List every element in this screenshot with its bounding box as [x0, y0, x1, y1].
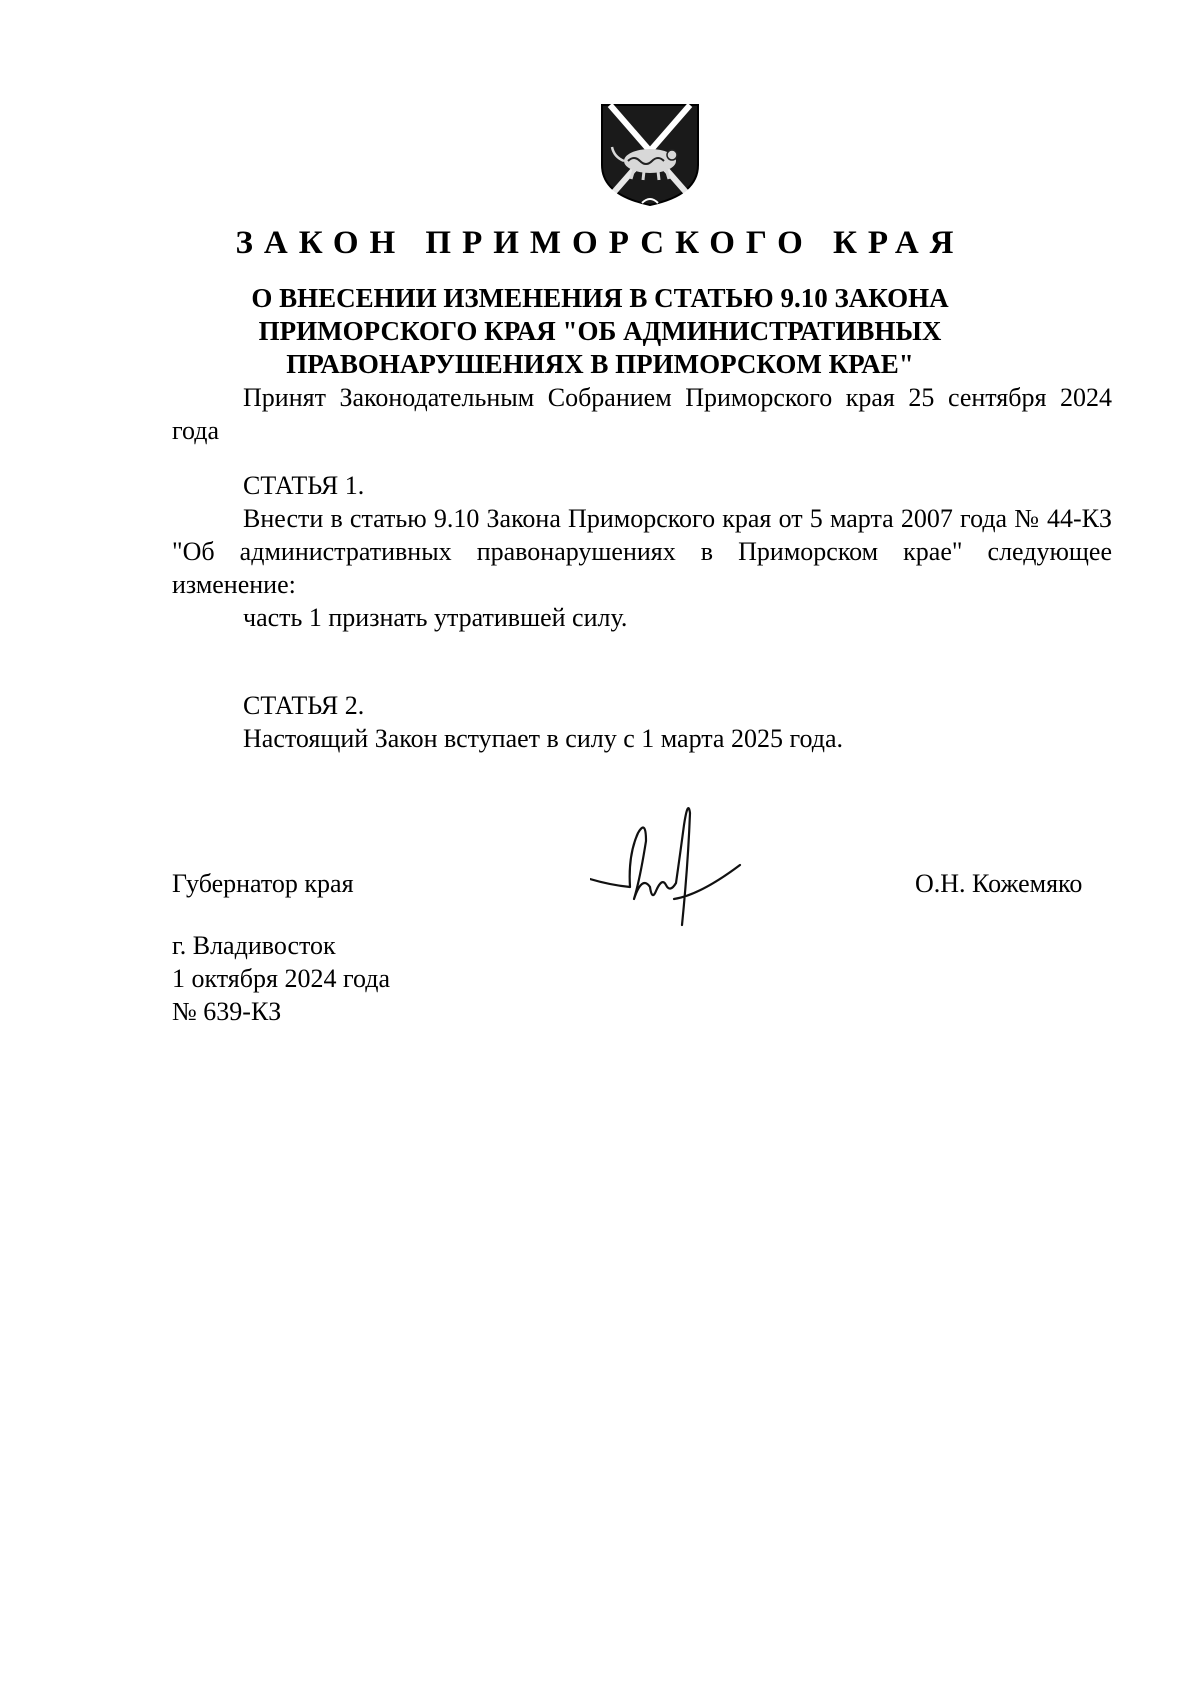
signing-date: 1 октября 2024 года: [172, 964, 390, 993]
signatory-name: О.Н. Кожемяко: [915, 869, 1083, 898]
subtitle-line: О ВНЕСЕНИИ ИЗМЕНЕНИЯ В СТАТЬЮ 9.10 ЗАКОНА: [251, 283, 949, 313]
signing-city: г. Владивосток: [172, 931, 336, 960]
article-1-text: Внести в статью 9.10 Закона Приморского края от 5 марта 2007 года № 44-КЗ "Об административных правонарушениях в Приморском крае" следующее изменение:: [172, 504, 1112, 599]
law-number: № 639-КЗ: [172, 997, 282, 1026]
law-subtitle: [0, 282, 1200, 381]
signatory-position: Губернатор края: [172, 869, 354, 898]
subtitle-line: ПРАВОНАРУШЕНИЯХ В ПРИМОРСКОМ КРАЕ": [286, 349, 914, 379]
signature-icon: [590, 795, 750, 930]
article-1-heading: СТАТЬЯ 1.: [243, 471, 365, 500]
article-2-text: Настоящий Закон вступает в силу с 1 марта 2025 года.: [243, 724, 843, 753]
law-title: ЗАКОН ПРИМОРСКОГО КРАЯ: [235, 225, 965, 261]
subtitle-line: ПРИМОРСКОГО КРАЯ "ОБ АДМИНИСТРАТИВНЫХ: [258, 316, 942, 346]
article-2-heading: СТАТЬЯ 2.: [243, 691, 365, 720]
article-1-item: часть 1 признать утратившей силу.: [243, 603, 628, 632]
coat-of-arms-icon: [600, 103, 700, 207]
adoption-note: Принят Законодательным Собранием Приморского края 25 сентября 2024 года: [172, 383, 1112, 445]
